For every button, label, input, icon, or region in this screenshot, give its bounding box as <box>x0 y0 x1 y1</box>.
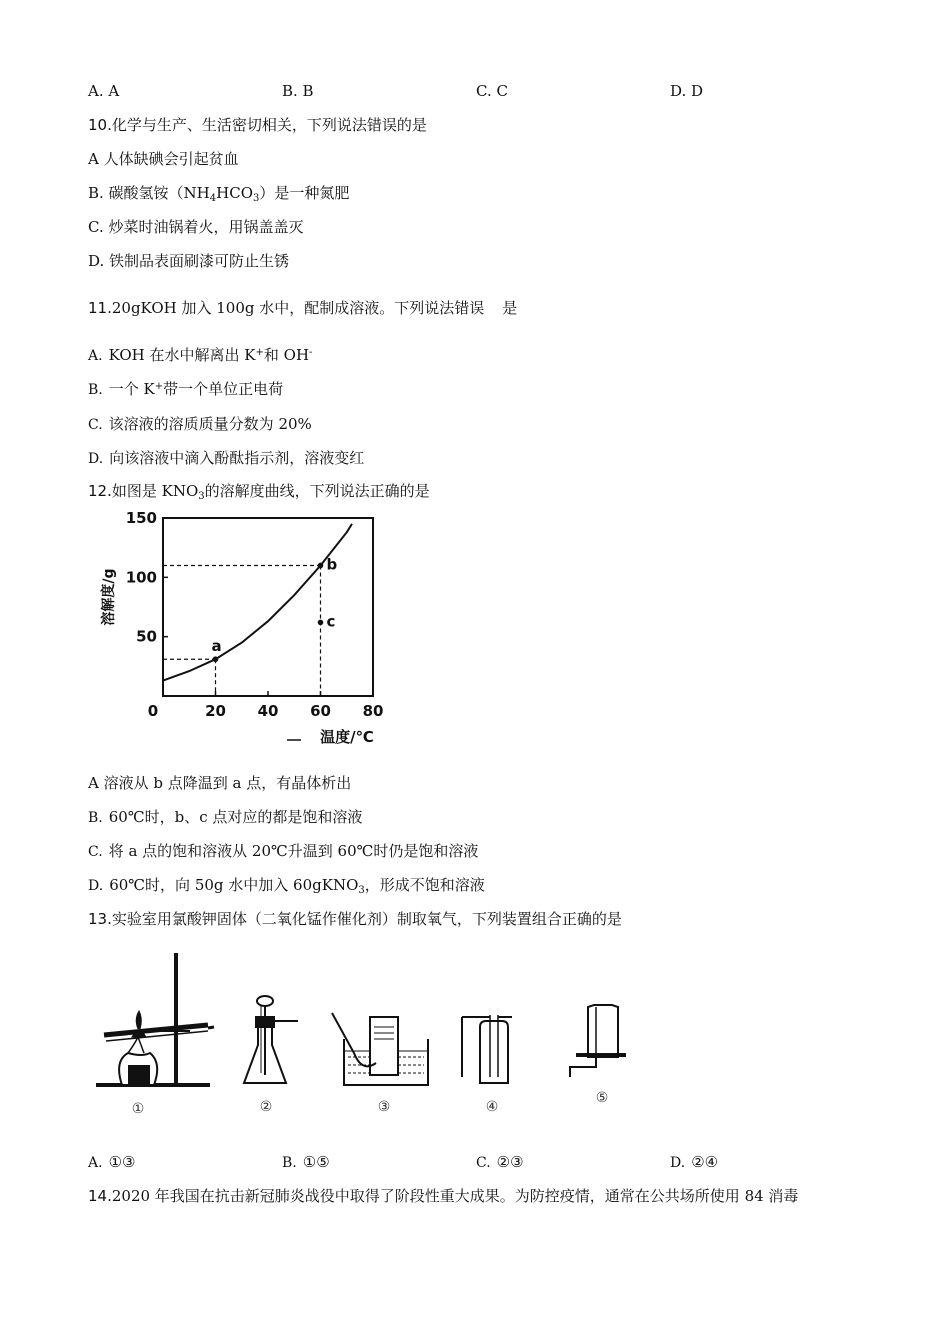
q13-number: 13 <box>88 910 108 928</box>
q11-option-a: A. KOH 在水中解离出 K+和 OH- <box>88 346 313 364</box>
apparatus-label-5: ⑤ <box>595 1090 609 1106</box>
q10-option-a: A 人体缺碘会引起贫血 <box>88 150 239 168</box>
y-tick-label: 150 <box>125 512 157 527</box>
q13-option-b: B. ①⑤ <box>282 1153 330 1171</box>
point-c <box>318 620 324 626</box>
q12-option-b: B. 60℃时，b、c 点对应的都是饱和溶液 <box>88 808 363 826</box>
apparatus-3-water-trough <box>332 1013 428 1085</box>
apparatus-4-gas-bottle <box>462 1015 512 1083</box>
point-label-c: c <box>326 612 336 631</box>
apparatus-label-4: ④ <box>485 1099 499 1115</box>
q9-option-b: B. B <box>282 82 314 100</box>
apparatus-2-flask <box>244 996 298 1083</box>
q10-stem-text: .化学与生产、生活密切相关，下列说法错误的是 <box>107 116 427 134</box>
q12-option-a: A 溶液从 b 点降温到 a 点，有晶体析出 <box>88 774 352 792</box>
q10-number: 10 <box>88 116 108 134</box>
q12-number: 12 <box>88 482 108 500</box>
y-tick-label: 100 <box>125 568 157 587</box>
q12-stem: 12.如图是 $KNO_3$的溶解度曲线，下列说法正确的是 <box>88 482 430 502</box>
q11-stem: 11.20gKOH 加入 100g 水中，配制成溶液。下列说法错误 是 <box>88 299 518 317</box>
apparatus-1-heating-tube <box>96 953 214 1085</box>
q12-option-d: D. 60℃时，向 50g 水中加入 60gKNO$_3$，形成不饱和溶液 <box>88 876 485 896</box>
apparatus-label-3: ③ <box>377 1099 391 1115</box>
q10-option-b: B. 碳酸氢铵$(NH_4HCO_3)$是一种氮肥 <box>88 184 350 204</box>
q12-option-c: C. 将 a 点的饱和溶液从 20℃升温到 60℃时仍是饱和溶液 <box>88 842 479 860</box>
q11-option-d: D. 向该溶液中滴入酚酞指示剂，溶液变红 <box>88 449 365 467</box>
q13-option-a: A. ①③ <box>88 1153 136 1171</box>
apparatus-5-inverted-tube <box>570 1005 626 1077</box>
x-tick-label: 20 <box>205 702 226 720</box>
q13-stem: 13.实验室用氯酸钾固体（二氧化锰作催化剂）制取氧气，下列装置组合正确的是 <box>88 910 622 928</box>
point-a <box>213 656 219 662</box>
point-b <box>318 563 324 569</box>
q11-option-c: C. 该溶液的溶质质量分数为 20% <box>88 415 312 433</box>
x-tick-label: 40 <box>257 702 279 720</box>
q11-number: 11 <box>88 299 108 317</box>
point-label-b: b <box>326 555 338 574</box>
q9-option-a: A. A <box>88 82 120 100</box>
y-tick-label: 50 <box>136 627 157 646</box>
q13-option-d: D. ②④ <box>670 1153 719 1171</box>
q10-option-d: D. 铁制品表面刷漆可防止生锈 <box>88 252 290 270</box>
q9-option-d: D. D <box>670 82 704 100</box>
q13-option-c: C. ②③ <box>476 1153 524 1171</box>
solubility-chart <box>95 512 395 748</box>
q10-stem <box>88 115 427 135</box>
x-tick-label: 80 <box>362 702 384 720</box>
apparatus-label-2: ② <box>259 1099 273 1115</box>
y-axis-label: 溶解度/g <box>101 568 117 626</box>
q10-option-c: C. 炒菜时油锅着火，用锅盖盖灭 <box>88 218 304 236</box>
x-axis-label: 温度/℃ <box>320 728 374 746</box>
apparatus-figure <box>92 945 652 1125</box>
apparatus-label-1: ① <box>131 1101 145 1117</box>
solubility-curve <box>163 524 352 681</box>
q11-option-b: B. 一个 K+带一个单位正电荷 <box>88 380 284 398</box>
x-tick-label: 0 <box>147 702 159 720</box>
q9-option-c: C. C <box>476 82 508 100</box>
q14-stem: 14.2020 年我国在抗击新冠肺炎战役中取得了阶段性重大成果。为防控疫情，通常在公共场所使用 84 消毒 <box>88 1187 799 1205</box>
x-tick-label: 60 <box>310 702 331 720</box>
point-label-a: a <box>211 637 222 656</box>
q14-number: 14 <box>88 1187 108 1205</box>
